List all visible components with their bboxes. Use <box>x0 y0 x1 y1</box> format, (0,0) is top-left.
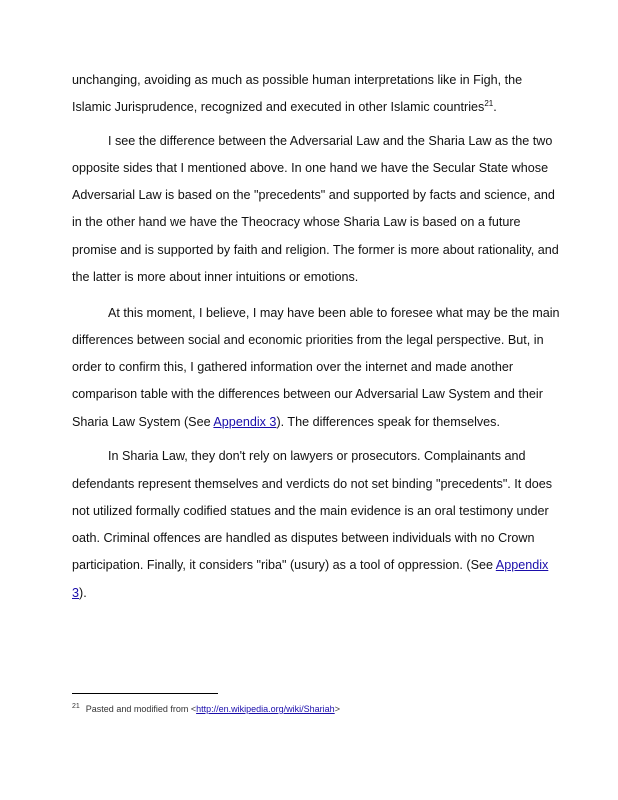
paragraph-2-line-4 <box>72 214 521 230</box>
paragraph-2-line-5 <box>72 242 559 258</box>
paragraph-3-line-4 <box>72 386 543 402</box>
paragraph-3-line-3 <box>72 359 513 375</box>
text: participation. Finally, it considers "riba" (usury) as a tool of oppression. (See <box>72 558 496 572</box>
paragraph-4-line-3 <box>72 503 549 519</box>
text: oath. Criminal offences are handled as disputes between individuals with no Crown <box>72 531 535 545</box>
text: Adversarial Law is based on the "precedents" and supported by facts and science, and <box>72 188 555 202</box>
paragraph-4-line-1 <box>108 448 526 464</box>
text: Islamic Jurisprudence, recognized and executed in other Islamic countries <box>72 100 485 114</box>
footnote-url-link[interactable]: http://en.wikipedia.org/wiki/Shariah <box>196 704 335 714</box>
paragraph-3-line-2 <box>72 332 544 348</box>
footnote-number: 21 <box>72 703 80 710</box>
paragraph-3-line-1 <box>108 305 560 321</box>
text: . <box>493 100 497 114</box>
paragraph-4-line-2 <box>72 476 552 492</box>
footnote-separator <box>72 693 218 694</box>
text: order to confirm this, I gathered information over the internet and made another <box>72 360 514 374</box>
paragraph-4-line-5 <box>72 557 548 573</box>
text: in the other hand we have the Theocracy whose Sharia Law is based on a future <box>72 215 521 229</box>
paragraph-4-line-6 <box>72 585 87 601</box>
text: the latter is more about inner intuitions or emotions. <box>72 270 359 284</box>
paragraph-2-line-2 <box>72 160 548 176</box>
appendix-3-link[interactable]: Appendix 3 <box>213 415 277 429</box>
text: unchanging, avoiding as much as possible human interpretations like in Figh, the <box>72 73 523 87</box>
text: At this moment, I believe, I may have been able to foresee what may be the main <box>108 306 560 320</box>
text: defendants represent themselves and verdicts do not set binding "precedents". It does <box>72 477 553 491</box>
text: not utilized formally codified statues and the main evidence is an oral testimony under <box>72 504 549 518</box>
paragraph-2-line-3 <box>72 187 555 203</box>
text: In Sharia Law, they don't rely on lawyers or prosecutors. Complainants and <box>108 449 526 463</box>
paragraph-1-line-1 <box>72 72 522 88</box>
footnote-text: Pasted and modified from < <box>85 704 197 714</box>
text: I see the difference between the Adversarial Law and the Sharia Law as the two <box>108 134 553 148</box>
paragraph-4-line-4 <box>72 530 535 546</box>
footnote <box>72 703 340 715</box>
appendix-link[interactable]: Appendix <box>495 558 549 572</box>
text: opposite sides that I mentioned above. In one hand we have the Secular State whose <box>72 161 549 175</box>
footnote-end: > <box>334 704 340 714</box>
paragraph-1-line-2 <box>72 99 497 115</box>
appendix-link-continued[interactable]: 3 <box>72 586 80 600</box>
footnote-reference[interactable]: 21 <box>484 98 494 108</box>
text: promise and is supported by faith and religion. The former is more about rationality, and <box>72 243 559 257</box>
text: comparison table with the differences between our Adversarial Law System and their <box>72 387 543 401</box>
text: Sharia Law System (See <box>72 415 214 429</box>
paragraph-2-line-1 <box>108 133 552 149</box>
paragraph-2-line-6 <box>72 269 358 285</box>
text: differences between social and economic priorities from the legal perspective. But, in <box>72 333 544 347</box>
text: ). The differences speak for themselves. <box>276 415 500 429</box>
paragraph-3-line-5 <box>72 414 500 430</box>
text: ). <box>79 586 87 600</box>
